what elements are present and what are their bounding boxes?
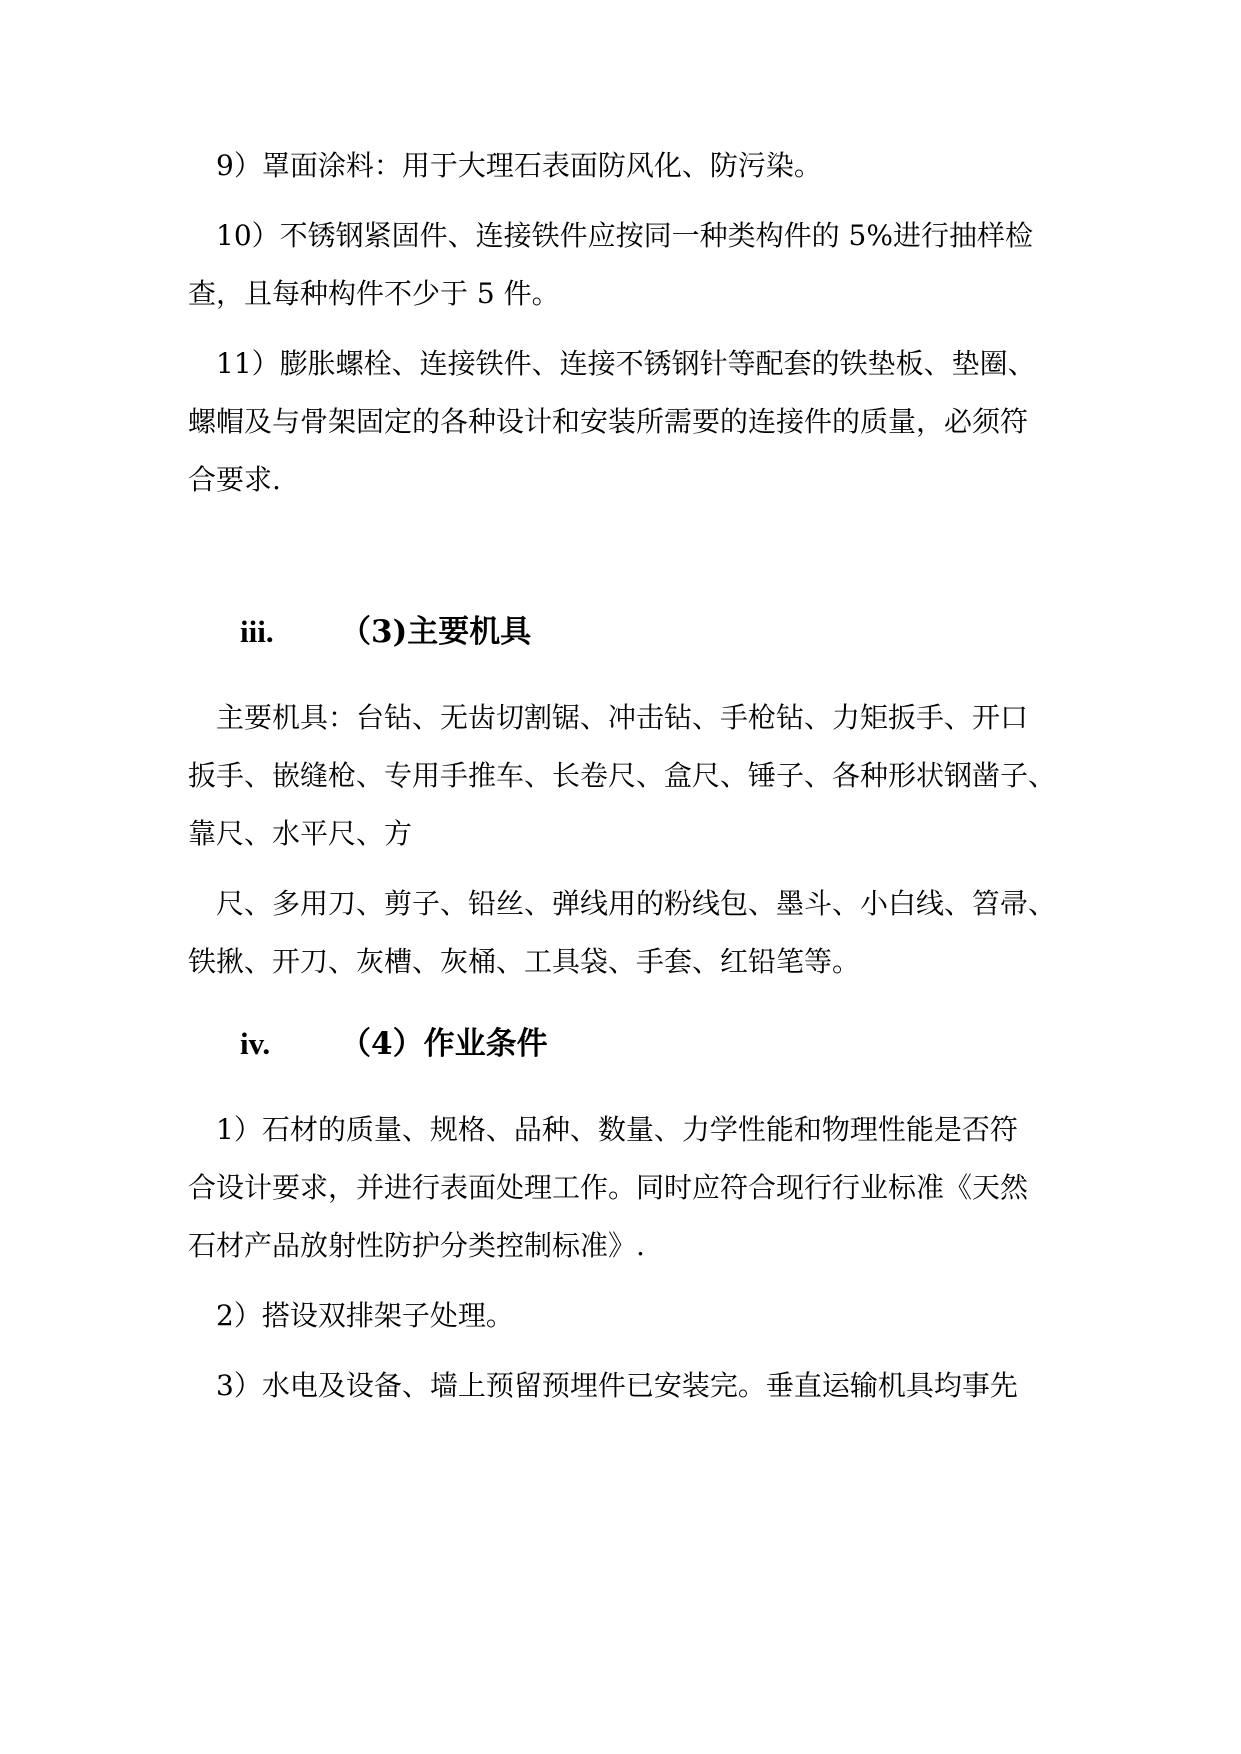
cond-3: 3）水电及设备、墙上预留预埋件已安装完。垂直运输机具均事先: [216, 1369, 1018, 1402]
section-number: iii.: [240, 614, 274, 649]
cond-1-line-1: 1）石材的质量、规格、品种、数量、力学性能和物理性能是否符: [216, 1113, 1018, 1146]
para-10-line-2: 查，且每种构件不少于 5 件。: [188, 277, 560, 310]
tools-line-2: 扳手、嵌缝枪、专用手推车、长卷尺、盒尺、锤子、各种形状钢凿子、: [188, 759, 1057, 792]
section-title: （3)主要机具: [340, 614, 532, 650]
section-number: iv.: [240, 1026, 271, 1061]
para-10-line-1: 10）不锈钢紧固件、连接铁件应按同一种类构件的 5%进行抽样检: [216, 219, 1033, 252]
tools-line-5: 铁揪、开刀、灰槽、灰桶、工具袋、手套、红铅笔等。: [188, 945, 861, 978]
cond-1-line-3: 石材产品放射性防护分类控制标准》.: [188, 1229, 645, 1262]
para-9: 9）罩面涂料：用于大理石表面防风化、防污染。: [216, 149, 822, 182]
para-11-line-1: 11）膨胀螺栓、连接铁件、连接不锈钢针等配套的铁垫板、垫圈、: [216, 347, 1036, 380]
tools-line-3: 靠尺、水平尺、方: [188, 817, 413, 850]
section-title: （4）作业条件: [340, 1026, 548, 1062]
tools-line-4: 尺、多用刀、剪子、铅丝、弹线用的粉线包、墨斗、小白线、笤帚、: [216, 887, 1057, 920]
cond-1-line-2: 合设计要求，并进行表面处理工作。同时应符合现行行业标准《天然: [188, 1171, 1029, 1204]
section-heading-4: [240, 1024, 548, 1064]
tools-line-1: 主要机具：台钻、无齿切割锯、冲击钻、手枪钻、力矩扳手、开口: [216, 701, 1029, 734]
para-11-line-3: 合要求.: [188, 463, 281, 496]
section-heading-3: [240, 612, 531, 652]
para-11-line-2: 螺帽及与骨架固定的各种设计和安装所需要的连接件的质量，必须符: [188, 405, 1029, 438]
cond-2: 2）搭设双排架子处理。: [216, 1299, 514, 1332]
